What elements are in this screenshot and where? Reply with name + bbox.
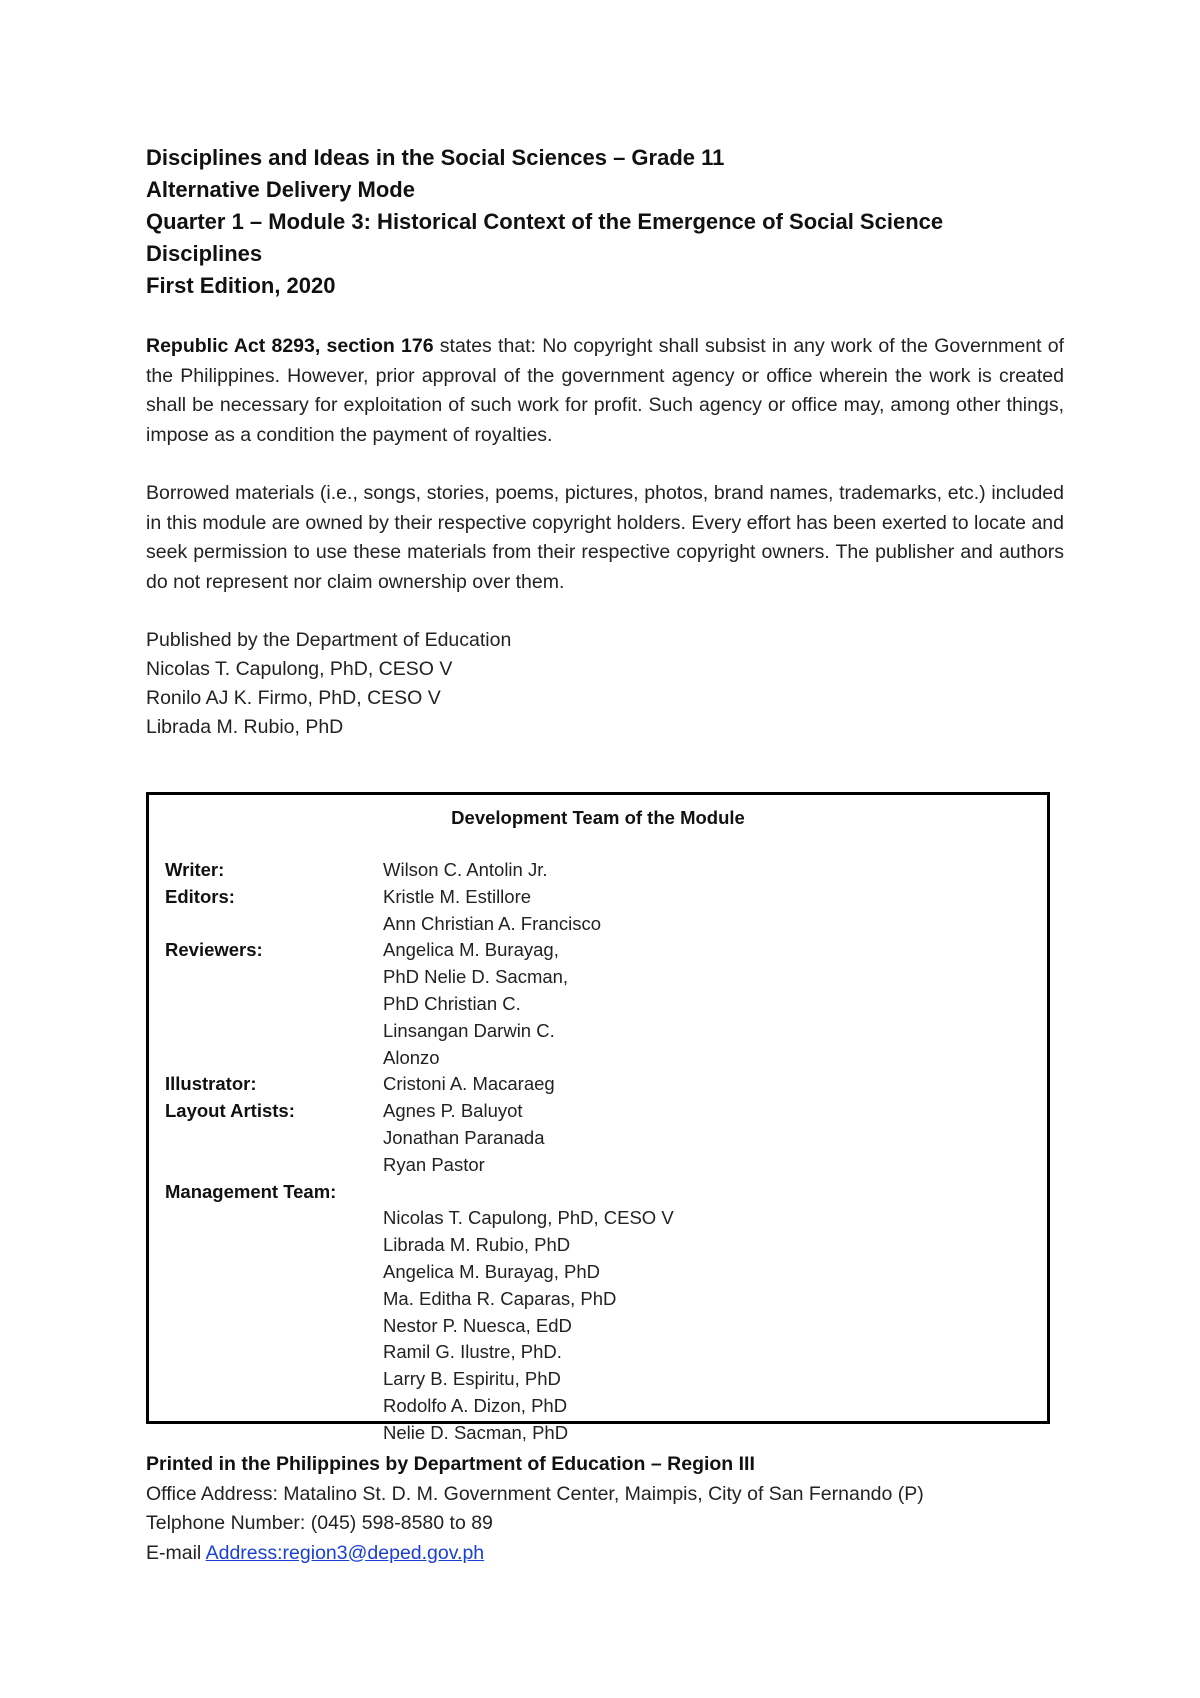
team-row xyxy=(165,857,1025,884)
team-row xyxy=(165,1366,1025,1393)
module-title-block xyxy=(146,142,1064,302)
team-row xyxy=(165,1152,1025,1179)
team-row xyxy=(165,1045,1025,1072)
team-member-name: Agnes P. Baluyot xyxy=(383,1100,523,1122)
team-member-name: Cristoni A. Macaraeg xyxy=(383,1073,555,1095)
team-row xyxy=(165,1393,1025,1420)
team-role: Editors: xyxy=(165,885,235,907)
team-row xyxy=(165,1313,1025,1340)
team-member-name: Ann Christian A. Francisco xyxy=(383,912,601,934)
team-member-name: Angelica M. Burayag, xyxy=(383,939,559,961)
team-role xyxy=(165,1420,383,1447)
printed-by: Printed in the Philippines by Department of Education – Region III xyxy=(146,1453,755,1475)
team-row xyxy=(165,911,1025,938)
publisher-official-2: Ronilo AJ K. Firmo, PhD, CESO V xyxy=(146,687,441,709)
email-link[interactable]: Address:region3@deped.gov.ph xyxy=(205,1541,485,1564)
team-role xyxy=(165,1045,383,1072)
team-row xyxy=(165,1232,1025,1259)
team-member-name: Linsangan Darwin C. xyxy=(383,1019,555,1041)
team-role: Reviewers: xyxy=(165,939,263,961)
team-member-name: Kristle M. Estillore xyxy=(383,885,532,907)
team-role xyxy=(165,964,383,991)
team-role: Layout Artists: xyxy=(165,1100,295,1122)
team-role xyxy=(165,1018,383,1045)
team-row xyxy=(165,991,1025,1018)
team-row xyxy=(165,1286,1025,1313)
team-member-name: Wilson C. Antolin Jr. xyxy=(383,859,548,880)
team-member-name: Ryan Pastor xyxy=(383,1153,485,1175)
team-row xyxy=(165,1125,1025,1152)
team-member-name: PhD Christian C. xyxy=(383,992,521,1014)
team-member-name: Librada M. Rubio, PhD xyxy=(383,1234,571,1256)
team-member-name: Alonzo xyxy=(383,1046,440,1068)
team-member-name: PhD Nelie D. Sacman, xyxy=(383,966,569,988)
team-row xyxy=(165,1339,1025,1366)
team-role xyxy=(165,911,383,938)
team-member-name: Jonathan Paranada xyxy=(383,1126,545,1148)
publisher-official-3: Librada M. Rubio, PhD xyxy=(146,716,344,738)
team-role xyxy=(165,1366,383,1393)
team-row xyxy=(165,1420,1025,1447)
team-role xyxy=(165,1205,383,1232)
team-rows xyxy=(165,857,1025,1447)
copyright-paragraph xyxy=(146,332,1064,450)
team-role xyxy=(165,1286,383,1313)
team-role xyxy=(165,1232,383,1259)
team-row xyxy=(165,1098,1025,1125)
module-title: Quarter 1 – Module 3: Historical Context of the Emergence of Social Science xyxy=(146,209,944,234)
publisher-block xyxy=(146,626,1064,742)
team-role xyxy=(165,1259,383,1286)
team-member-name: Angelica M. Burayag, PhD xyxy=(383,1260,600,1282)
edition: First Edition, 2020 xyxy=(146,273,336,298)
team-role xyxy=(165,991,383,1018)
team-row xyxy=(165,937,1025,964)
publisher-official-1: Nicolas T. Capulong, PhD, CESO V xyxy=(146,658,453,680)
team-role xyxy=(165,1339,383,1366)
document-page xyxy=(146,142,1064,742)
team-member-name: Nestor P. Nuesca, EdD xyxy=(383,1314,572,1336)
publisher-line: Published by the Department of Education xyxy=(146,629,512,651)
team-row xyxy=(165,1179,1025,1206)
team-row xyxy=(165,1018,1025,1045)
team-role: Writer: xyxy=(165,859,225,880)
subject-title: Disciplines and Ideas in the Social Sciences – Grade 11 xyxy=(146,145,725,170)
email-line xyxy=(146,1539,1064,1569)
team-role: Illustrator: xyxy=(165,1073,257,1095)
delivery-mode: Alternative Delivery Mode xyxy=(146,177,415,202)
team-member-name: Nelie D. Sacman, PhD xyxy=(383,1421,569,1443)
team-member-name: Nicolas T. Capulong, PhD, CESO V xyxy=(383,1207,674,1229)
team-row xyxy=(165,884,1025,911)
team-row xyxy=(165,1259,1025,1286)
team-row xyxy=(165,1071,1025,1098)
office-address: Office Address: Matalino St. D. M. Government Center, Maimpis, City of San Fernando (P) xyxy=(146,1482,924,1505)
team-row xyxy=(165,1205,1025,1232)
email-label: E-mail xyxy=(146,1541,206,1564)
borrowed-materials-paragraph: Borrowed materials (i.e., songs, stories, poems, pictures, photos, brand names, trademarks, etc.) included in this module are owned by their respective copyright holders. Every effort has been exerted to locate and seek permission to use these materials from their respective copyright owners. The publisher and authors do not represent nor claim ownership over them. xyxy=(146,482,1064,593)
team-title: Development Team of the Module xyxy=(451,807,745,828)
copyright-law: Republic Act 8293, section 176 xyxy=(146,335,434,357)
team-role xyxy=(165,1393,383,1420)
team-member-name: Rodolfo A. Dizon, PhD xyxy=(383,1394,568,1416)
team-member-name: Ramil G. Ilustre, PhD. xyxy=(383,1341,562,1363)
team-member-name: Larry B. Espiritu, PhD xyxy=(383,1368,561,1390)
telephone-number: Telphone Number: (045) 598-8580 to 89 xyxy=(146,1512,493,1534)
team-role xyxy=(165,1125,383,1152)
copyright-text: states that: No copyright shall subsist in any work of the Government of the Philippines. However, prior approval of the government agency or office wherein the work is created shall be necessary for exploitation of such work for profit. Such agency or office may, among other things, impose as a condition the payment of royalties. xyxy=(146,335,1065,446)
development-team-box xyxy=(146,792,1050,1443)
team-role xyxy=(165,1313,383,1340)
footer-block xyxy=(146,1450,1064,1568)
team-role: Management Team: xyxy=(165,1180,337,1202)
module-title-continued: Disciplines xyxy=(146,241,263,266)
team-role xyxy=(165,1152,383,1179)
team-member-name: Ma. Editha R. Caparas, PhD xyxy=(383,1287,617,1309)
team-row xyxy=(165,964,1025,991)
